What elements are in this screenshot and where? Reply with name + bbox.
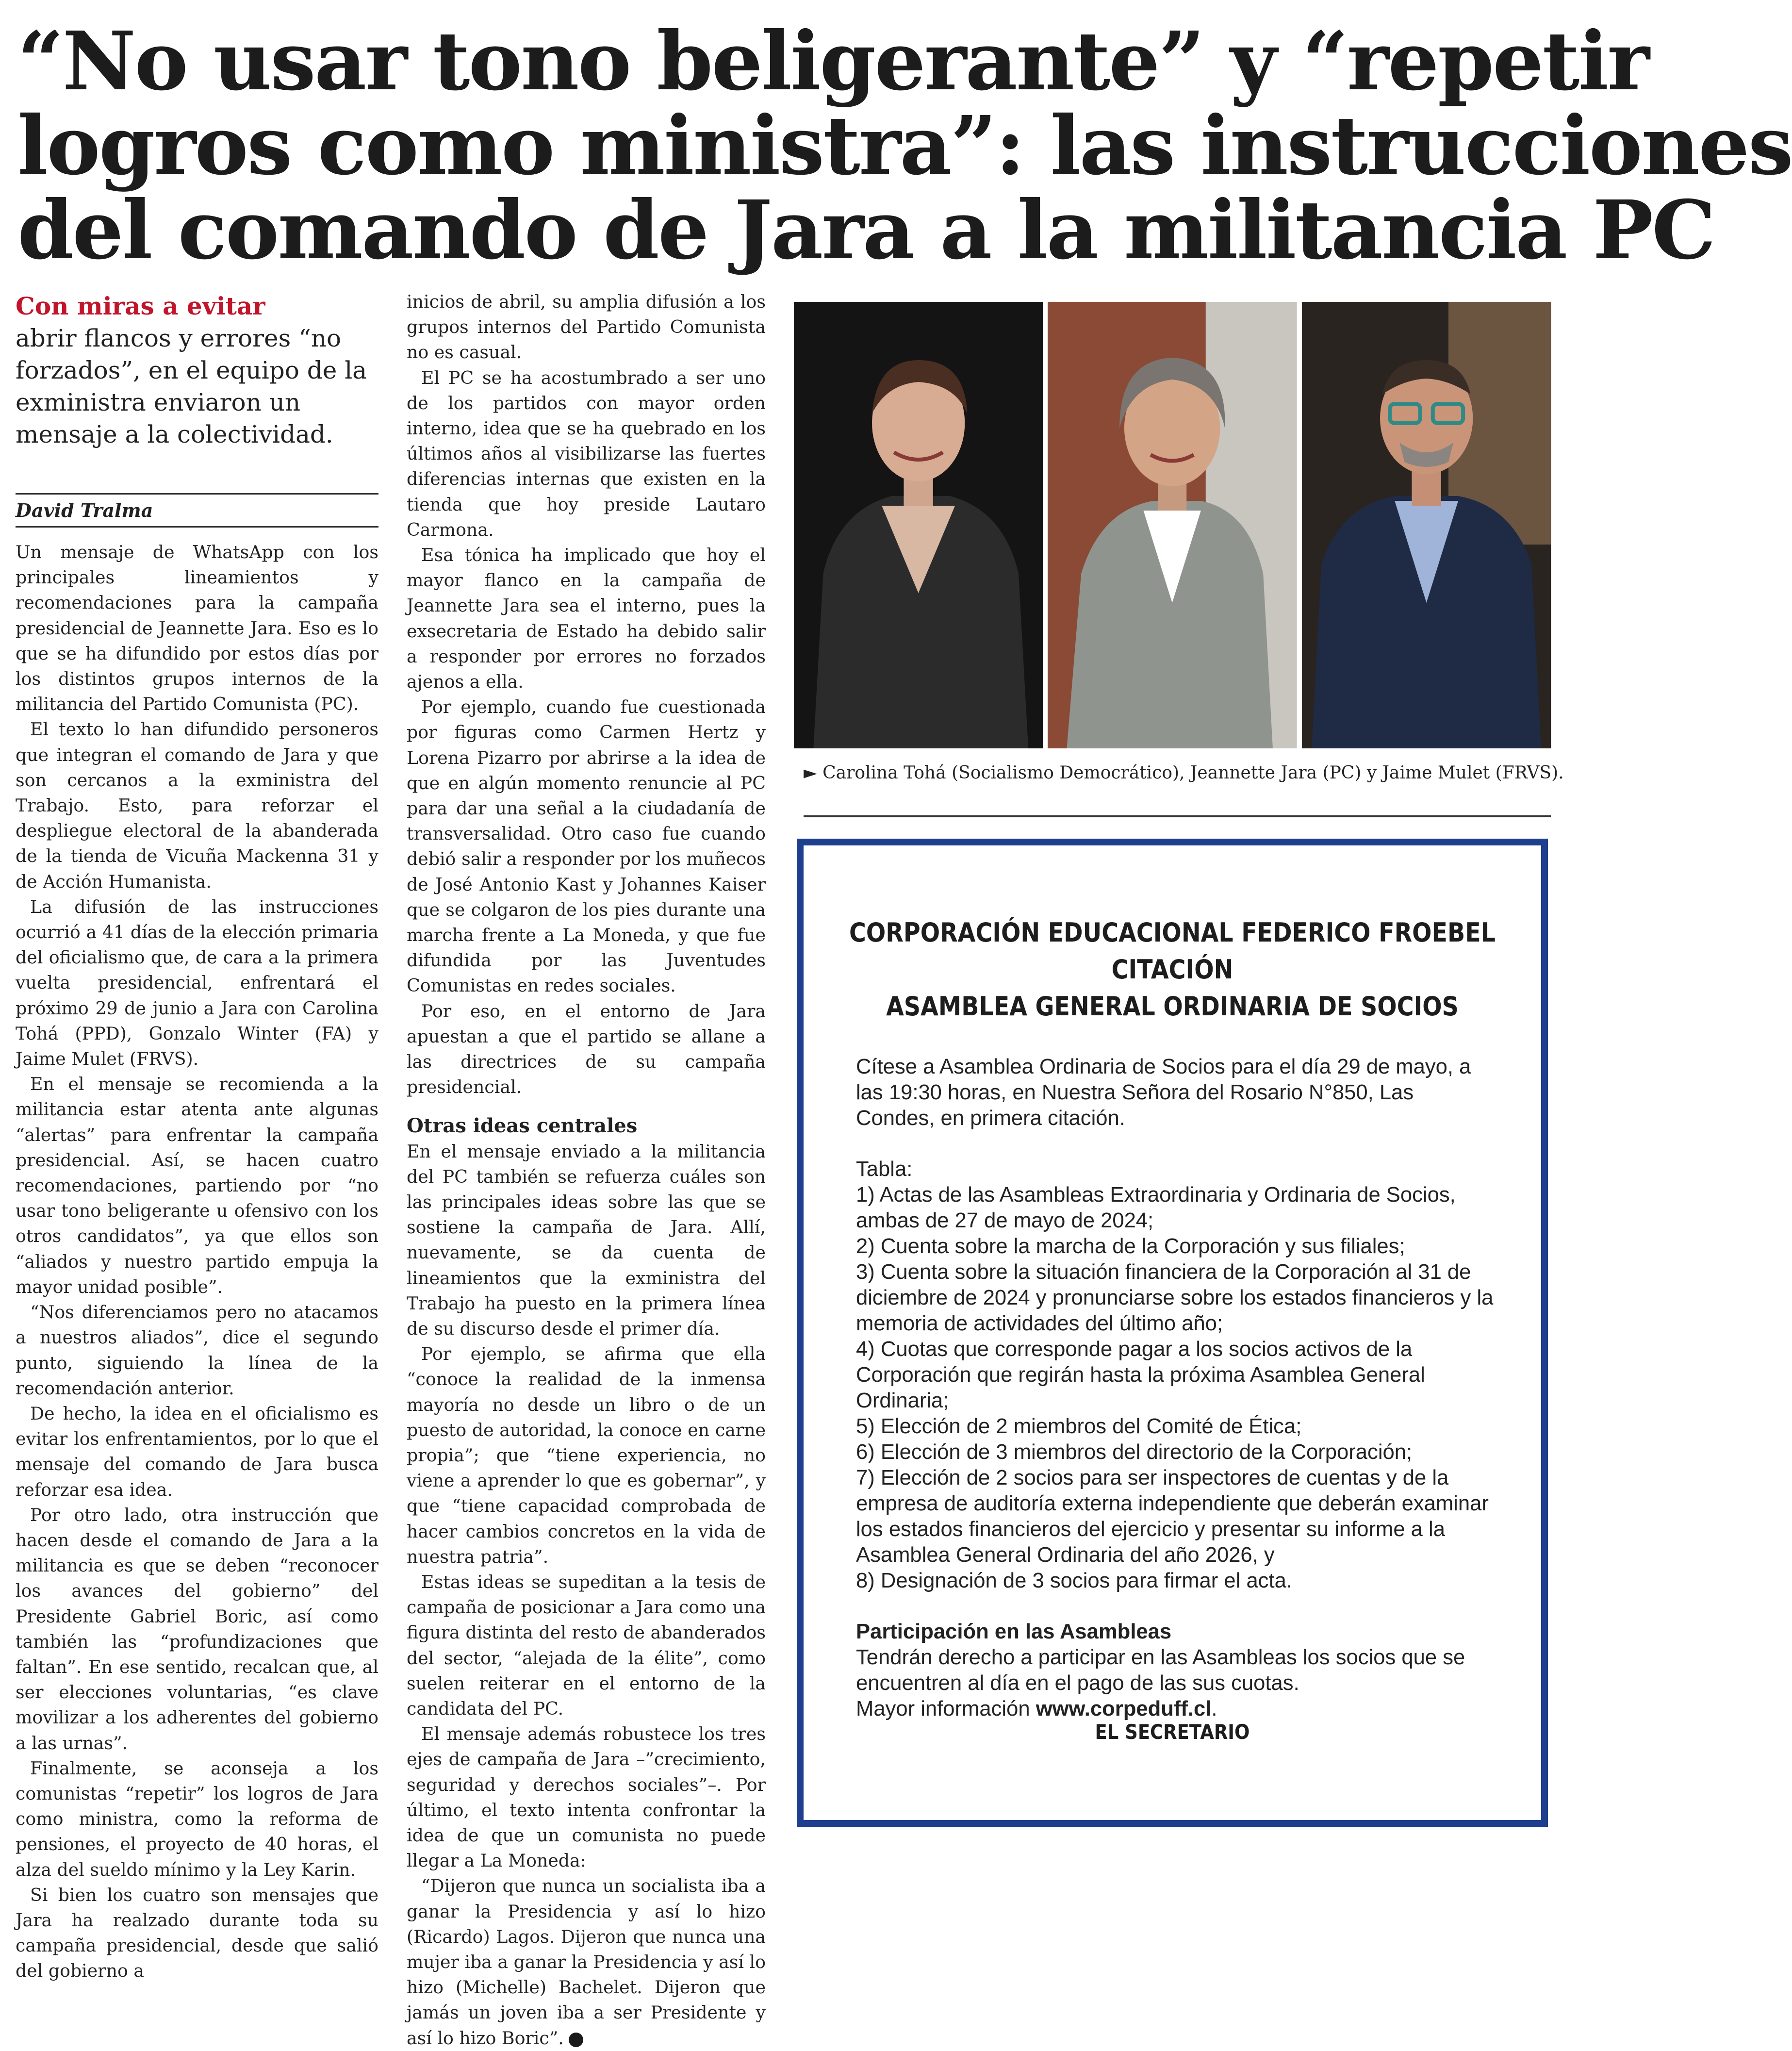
divider (804, 815, 1551, 817)
ad-intro: Cítese a Asamblea Ordinaria de Socios para el día 29 de mayo, a las 19:30 horas, en Nuestra Señora del Rosario N°850, Las Condes, en primera citación. (856, 1055, 1471, 1130)
end-mark-icon (569, 2033, 583, 2047)
article-column-1 (16, 540, 378, 1984)
paragraph: En el mensaje enviado a la militancia del PC también se refuerza cuáles son las principales ideas sobre las que se sostiene la campaña de Jara. Allí, nuevamente, se da cuenta de lineamientos que la exministra del Trabajo ha puesto en la primera línea de su discurso desde el primer día. (407, 1141, 766, 1339)
ad-title-line-2: CITACIÓN (1111, 954, 1233, 985)
paragraph: El PC se ha acostumbrado a ser uno de los partidos con mayor orden interno, idea que se ha quebrado en los últimos años al visibilizarse las fuertes diferencias internas que existen en la tienda que hoy preside Lautaro Carmona. (407, 367, 766, 540)
ad-title-line-1: CORPORACIÓN EDUCACIONAL FEDERICO FROEBEL (849, 917, 1496, 948)
paragraph: Un mensaje de WhatsApp con los principales lineamientos y recomendaciones para la campaña presidencial de Jeannette Jara. Eso es lo que se ha difundido por estos días por los distintos grupos internos de la militancia del Partido Comunista (PC). (16, 542, 378, 715)
subheading: Otras ideas centrales (407, 1114, 638, 1137)
paragraph: El mensaje además robustece los tres ejes de campaña de Jara –”crecimiento, seguridad y derechos sociales”–. Por último, el texto intenta confrontar la idea de que un comunista no puede llegar a La Moneda: (407, 1723, 766, 1871)
paragraph: Si bien los cuatro son mensajes que Jara ha realzado durante toda su campaña presidencial, desde que salió del gobierno a (16, 1884, 378, 1982)
ad-website-link[interactable]: www.corpeduff.cl (1036, 1697, 1212, 1720)
ad-title (848, 914, 1497, 1025)
paragraph: Esa tónica ha implicado que hoy el mayor flanco en la campaña de Jeannette Jara sea el interno, pues la exsecretaria de Estado ha debido salir a responder por errores no forzados ajenos a ella. (407, 545, 766, 693)
paragraph: Finalmente, se aconseja a los comunistas “repetir” los logros de Jara como ministra, como la reforma de pensiones, el proyecto de 40 horas, el alza del sueldo mínimo y la Ley Karin. (16, 1757, 378, 1880)
photo-strip (794, 302, 1551, 748)
portrait-woman-grey-jacket (1048, 302, 1297, 748)
ad-signature: EL SECRETARIO (1095, 1720, 1250, 1744)
closing-paragraph (407, 1873, 766, 2051)
ad-item: 1) Actas de las Asambleas Extraordinaria y Ordinaria de Socios, ambas de 27 de mayo de 2024; (856, 1183, 1456, 1232)
paragraph: “Nos diferenciamos pero no atacamos a nuestros aliados”, dice el segundo punto, siguiendo la línea de la recomendación anterior. (16, 1302, 378, 1399)
paragraph: Por ejemplo, se afirma que ella “conoce la realidad de la inmensa mayoría no desde un libro o de un puesto de autoridad, la conoce en carne propia”; que “tiene experiencia, no viene a aprender lo que es gobernar”, y que “tiene capacidad comprobada de hacer cambios concretos en la vida de nuestra patria”. (407, 1343, 766, 1567)
ad-more-info (856, 1696, 1496, 1722)
paragraph: De hecho, la idea en el oficialismo es evitar los enfrentamientos, por lo que el mensaje del comando de Jara busca reforzar esa idea. (16, 1403, 378, 1500)
spacer (856, 1594, 1496, 1619)
photo-carolina-toha (794, 302, 1043, 748)
portrait-man-glasses (1302, 302, 1551, 748)
photo-jeannette-jara (1048, 302, 1297, 748)
ad-participation-heading: Participación en las Asambleas (856, 1620, 1172, 1643)
ad-body (856, 1054, 1496, 1722)
photo-caption: ► Carolina Tohá (Socialismo Democrático), Jeannette Jara (PC) y Jaime Mulet (FRVS). (804, 763, 1564, 783)
ad-item: 3) Cuenta sobre la situación financiera de la Corporación al 31 de diciembre de 2024 y pronunciarse sobre los estados financieros y la memoria de actividades del último año; (856, 1260, 1494, 1335)
headline-line-1: “No usar tono beligerante” y “repetir (17, 14, 1648, 109)
byline: David Tralma (16, 493, 378, 528)
ad-item: 7) Elección de 2 socios para ser inspectores de cuentas y de la empresa de auditoría externa independiente que deberán examinar los estados financieros del ejercicio y presentar su informe a la Asamblea General Ordinaria del año 2026, y (856, 1466, 1489, 1567)
ad-item: 4) Cuotas que corresponde pagar a los socios activos de la Corporación que regirán hasta la próxima Asamblea General Ordinaria; (856, 1338, 1425, 1412)
ad-item: 8) Designación de 3 socios para firmar el acta. (856, 1569, 1292, 1592)
ad-tabla-label: Tabla: (856, 1158, 913, 1181)
paragraph: El texto lo han difundido personeros que integran el comando de Jara y que son cercanos a la exministra del Trabajo. Esto, para reforzar el despliegue electoral de la abanderada de la tienda de Vicuña Mackenna 31 y de Acción Humanista. (16, 719, 378, 892)
ad-title-line-3: ASAMBLEA GENERAL ORDINARIA DE SOCIOS (886, 991, 1459, 1022)
paragraph: En el mensaje se recomienda a la militancia estar atenta ante algunas “alertas” para enfrentar la campaña presidencial. Así, se hacen cuatro recomendaciones, partiendo por “no usar tono beligerante u ofensivo con los otros candidatos”, ya que ellos son “aliados y nuestro partido empuja la mayor unidad posible”. (16, 1074, 378, 1297)
headline-line-2: logros como ministra”: las instrucciones (17, 99, 1792, 193)
headline-line-3: del comando de Jara a la militancia PC (17, 183, 1715, 278)
paragraph: inicios de abril, su amplia difusión a los grupos internos del Partido Comunista no es casual. (407, 291, 766, 363)
paragraph: La difusión de las instrucciones ocurrió a 41 días de la elección primaria del oficialismo que, de cara a la primera vuelta presidencial, enfrentará el próximo 29 de junio a Jara con Carolina Tohá (PPD), Gonzalo Winter (FA) y Jaime Mulet (FRVS). (16, 896, 378, 1070)
ad-more-info-label: Mayor información (856, 1697, 1036, 1720)
paragraph: Por ejemplo, cuando fue cuestionada por figuras como Carmen Hertz y Lorena Pizarro por abrirse a la idea de que en algún momento renuncie al PC para dar una señal a la ciudadanía de transversalidad. Otro caso fue cuando debió salir a responder por los muñecos de José Antonio Kast y Johannes Kaiser que se colgaron de los pies durante una marcha frente a La Moneda, y que fue difundida por las Juventudes Comunistas en redes sociales. (407, 696, 766, 996)
portrait-woman-dark-jacket (794, 302, 1043, 748)
closing-quote: “Dijeron que nunca un socialista iba a ganar la Presidencia y así lo hizo (Ricardo) Lagos. Dijeron que nunca una mujer iba a ganar la Presidencia y así lo hizo (Michelle) Bachelet. Dijeron que jamás un joven iba a ser Presidente y así lo hizo Boric”. (407, 1875, 766, 2049)
deck-text: abrir flancos y errores “no forzados”, en el equipo de la exministra enviaron un mensaje a la colectividad. (16, 324, 367, 448)
ad-website-suffix: . (1211, 1697, 1217, 1720)
legal-notice-ad (797, 839, 1548, 1827)
deck-lead: Con miras a evitar (16, 292, 265, 320)
article-column-2 (407, 289, 766, 2051)
photo-jaime-mulet (1302, 302, 1551, 748)
ad-item: 6) Elección de 3 miembros del directorio de la Corporación; (856, 1440, 1413, 1464)
paragraph: Por eso, en el entorno de Jara apuestan a que el partido se allane a las directrices de su campaña presidencial. (407, 1000, 766, 1098)
ad-participation-text: Tendrán derecho a participar en las Asambleas los socios que se encuentren al día en el pago de las sus cuotas. (856, 1646, 1465, 1695)
paragraph: Por otro lado, otra instrucción que hacen desde el comando de Jara a la militancia es que se deben “reconocer los avances del gobierno” del Presidente Gabriel Boric, así como también las “profundizaciones que faltan”. En ese sentido, recalcan que, al ser elecciones voluntarias, “es clave movilizar a los adherentes del gobierno a las urnas”. (16, 1504, 378, 1753)
headline (17, 14, 1792, 278)
spacer (856, 1131, 1496, 1157)
ad-item: 5) Elección de 2 miembros del Comité de Ética; (856, 1415, 1302, 1438)
paragraph: Estas ideas se supeditan a la tesis de campaña de posicionar a Jara como una figura distinta del resto de abanderados del sector, “alejada de la élite”, como suelen reiterar en el entorno de la candidata del PC. (407, 1571, 766, 1719)
ad-item: 2) Cuenta sobre la marcha de la Corporación y sus filiales; (856, 1235, 1405, 1258)
deck (16, 290, 375, 450)
